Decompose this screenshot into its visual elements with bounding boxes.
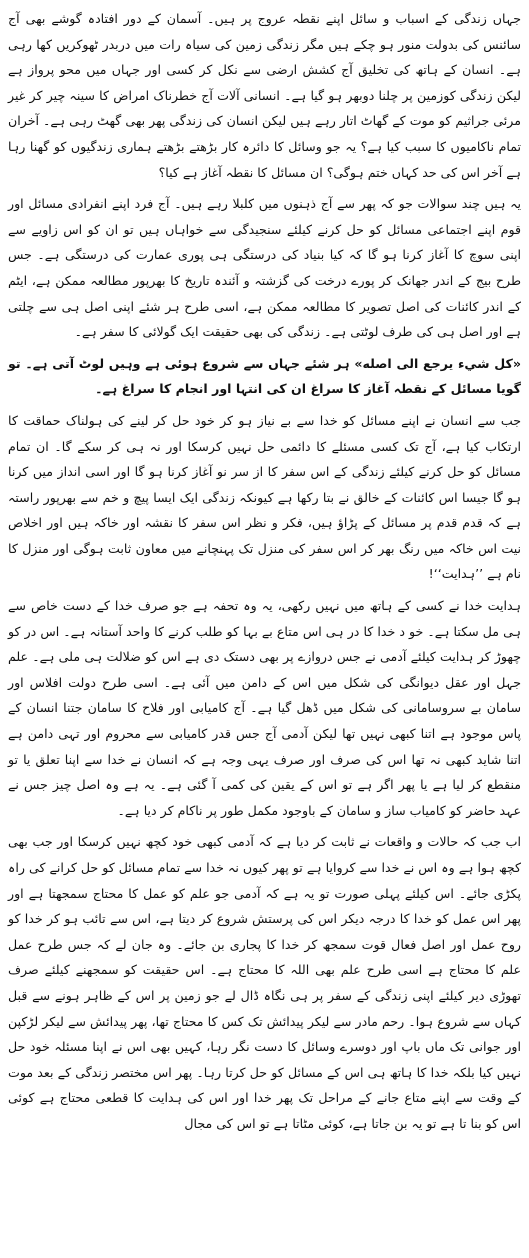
paragraph-6: اب جب کہ حالات و واقعات نے ثابت کر دیا ہے کہ آدمی کبھی خود کچھ نہیں کرسکا اور جب بھی کچھ ہوا ہے وہ اس نے خدا سے کروایا ہے تو پھر کیوں نہ خدا سے تمام مسائل کو حل کرانے کی راہ پکڑی جائے۔ اس کیلئے پہلی صورت تو یہ ہے کہ آدمی جو علم کو عمل کا محتاج سمجھتا ہے اور پھر اس عمل کو خدا کا درجہ دیکر اس کی پرستش شروع کر دیتا ہے، اس سے تائب ہو کر خدا کو روح عمل اور اصل فعال قوت سمجھ کر خدا کا پجاری بن جائے۔ وہ جان لے کہ جس طرح عمل علم کا محتاج ہے اسی طرح علم بھی اللہ کا محتاج ہے۔ اس حقیقت کو سمجھنے کیلئے صرف تھوڑی دیر کیلئے اپنی زندگی کے سفر پر ہی نگاہ ڈال لے جو زمین پر اس کے ظاہر ہونے سے قبل کہاں سے شروع ہوا۔ رحم مادر سے لیکر پیدائش تک کس کا محتاج تھا، پھر پیدائش سے لیکر لڑکپن اور جوانی تک ماں باپ اور دوسرے وسائل کا دست نگر رہا، کہیں بھی اس نے اپنا مسئلہ خود حل نہیں کیا بلکہ خدا کا ہاتھ ہی اس کے مسائل کو حل کرتا رہا۔ پھر اس مختصر زندگی کے بعد موت کے وقت سے اپنے متاع جانے کے مراحل تک پھر خدا اور اس کی ہدایت کا قطعی محتاج ہے کوئی اس کو بنا تا ہے تو یہ بن جاتا ہے، کوئی مٹاتا ہے تو اس کی مجال [8, 834, 521, 1131]
paragraph-5: ہدایت خدا نے کسی کے ہاتھ میں نہیں رکھی، یہ وہ تحفہ ہے جو صرف خدا کے دست خاص سے ہی مل سکتا ہے۔ خو د خدا کا در ہی اس متاع بے بہا کو طلب کرنے کا واحد آستانہ ہے۔ اس در کو چھوڑ کر ہدایت کیلئے آدمی نے جس دروازے پر بھی دستک دی ہے اس کو ضلالت ہی ملی ہے۔ علم جہل اور عقل دیوانگی کی شکل میں اس کے دامن میں آئی ہے۔ اسی طرح دولت افلاس اور سامان بے سروسامانی کی شکل میں ڈھل گیا ہے۔ آج کامیابی اور فلاح کا سامان جتنا انسان کے پاس موجود ہے اتنا کبھی نہیں تھا لیکن آدمی آج جس قدر کامیابی سے محروم اور تہی دامن ہے اتنا شاید کبھی نہ تھا اس کی صرف اور صرف یہی وجہ ہے کہ انسان نے خدا سے اپنا تعلق یا تو منقطع کر لیا ہے یا پھر اگر ہے تو اس کے یقین کی کمی آ گئی ہے۔ یہ ہے وہ اصل چیز جس نے عہد حاضر کو کامیاب ساز و سامان کے باوجود مکمل طور پر ناکام کر دیا ہے۔ [8, 598, 521, 818]
paragraph-4: جب سے انسان نے اپنے مسائل کو خدا سے بے نیاز ہو کر خود حل کر لینے کی ہولناک حماقت کا ارتکاب کیا ہے، آج تک کسی مسئلے کا دائمی حل نہیں کرسکا اور نہ ہی کر سکے گا۔ ان تمام مسائل کو حل کرنے کیلئے زندگی کے اس سفر کا از سر نو آغاز کرنا ہو گا اور اسی انداز میں کرنا ہو گا جیسا اس کائنات کے خالق نے بتا رکھا ہے کیونکہ زندگی ایک ایسا پیچ و خم سے بھرپور راستہ ہے کہ قدم قدم پر مسائل کے پڑاؤ ہیں، فکر و نظر اس سفر کا نقشہ اور خاکہ ہیں اور اخلاص نیت اس خاکہ میں رنگ بھر کر اس سفر کی منزل تک پہنچانے میں معاون ثابت ہوگی اور منزل کا نام ہے ’’ہدایت‘‘! [8, 412, 521, 582]
paragraph-1: جہاں زندگی کے اسباب و سائل اپنے نقطہ عروج پر ہیں۔ آسمان کے دور افتادہ گوشے بھی آج سائنس کی بدولت منور ہو چکے ہیں مگر زندگی زمین کی سیاہ رات میں دربدر ٹھوکریں کھا رہی ہے۔ انسان کے ہاتھ کی تخلیق آج کشش ارضی سے نکل کر کسی اور جہاں میں محو پرواز ہے لیکن زندگی کوزمین پر چلنا دوبھر ہو گیا ہے۔ انسانی آلات آج خطرناک امراض کا سینہ چیر کر غیر مرئی جراثیم کو موت کے گھاٹ اتار رہے ہیں لیکن انسان کی زندگی پھر بھی گھٹ رہی ہے۔ آخران تمام ناکامیوں کا سبب کیا ہے؟ یہ جو وسائل کا دائرہ کار بڑھتے بڑھتے ہماری زندگیوں کو گھنا رہا ہے آخر اس کی حد کہاں ختم ہوگی؟ ان مسائل کا نقطہ آغاز ہے کیا؟ [8, 11, 521, 180]
arabic-quote-paragraph: «کل شيء يرجع الى اصله» ہر شئے جہاں سے شروع ہوئی ہے وہیں لوٹ آتی ہے۔ تو گویا مسائل کے نقطہ آغاز کا سراغ ان کی انتہا اور انجام کا سراغ ہے۔ [8, 355, 521, 397]
paragraph-2: یہ ہیں چند سوالات جو کہ پھر سے آج ذہنوں میں کلبلا رہے ہیں۔ آج فرد اپنے انفرادی مسائل اور قوم اپنے اجتماعی مسائل کو حل کرنے کیلئے سنجیدگی سے خواہاں ہیں تو ان کو اس زاویے سے اپنی سوچ کا آغاز کرنا ہو گا کہ کیا بنیاد کی درستگی ہی پوری عمارت کی درستگی ہے۔ جس طرح بیج کے اندر جھانک کر پورے درخت کی گزشتہ و آئندہ تاریخ کا بھرپور مطالعہ ممکن ہے، ایٹم کے اندر کائنات کی اصل تصویر کا مطالعہ ممکن ہے، اسی طرح ہر شئے اپنی اصل ہی سے چلتی ہے اور اصل ہی کی طرف لوٹتی ہے۔ زندگی کی بھی حقیقت ایک گولائی کا سفر ہے۔ [8, 196, 521, 340]
